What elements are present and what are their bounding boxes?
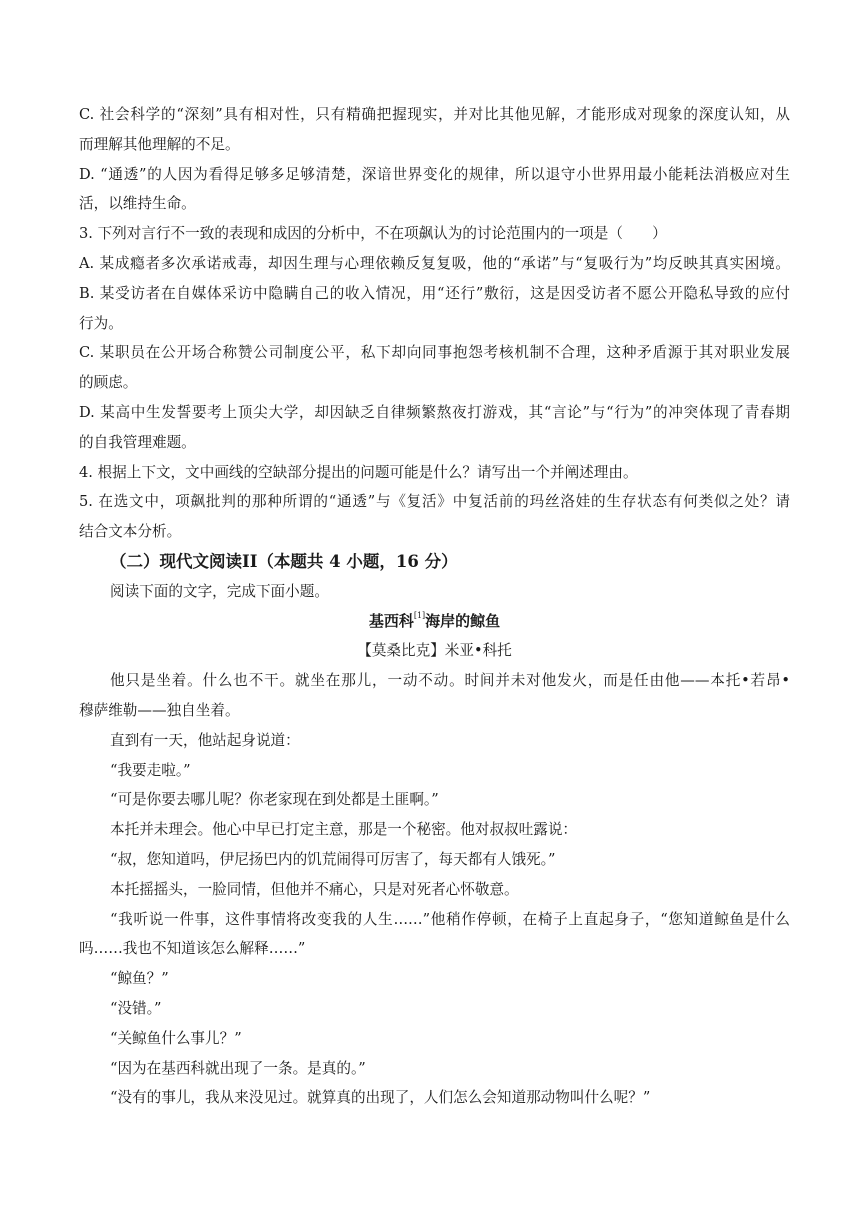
story-paragraph: 本托摇摇头，一脸同情，但他并不痛心，只是对死者心怀敬意。: [110, 880, 519, 898]
story-title-part1: 基西科: [368, 611, 414, 630]
story-dialogue: “我听说一件事，这件事情将改变我的人生……”他稍作停顿，在椅子上直起身子，“您知道鲸鱼是什么: [110, 910, 790, 928]
option-d-line: D. “通透”的人因为看得足够多足够清楚，深谙世界变化的规律，所以退守小世界用最小能耗法消极应对生: [79, 165, 790, 183]
q3-option-d: 的自我管理难题。: [79, 433, 196, 451]
instruction: 阅读下面的文字，完成下面小题。: [110, 582, 329, 600]
story-dialogue: “可是你要去哪儿呢？你老家现在到处都是土匪啊。”: [110, 791, 439, 809]
q3-option-c: 的顾虑。: [79, 374, 138, 392]
option-c-line: 而理解其他理解的不足。: [79, 135, 240, 153]
story-dialogue: “我要走啦。”: [110, 761, 191, 779]
q3-option-c: C. 某职员在公开场合称赞公司制度公平，私下却向同事抱怨考核机制不合理，这种矛盾源于其对职业发展: [79, 344, 790, 362]
story-dialogue: “鲸鱼？”: [110, 970, 169, 988]
question-4: 4. 根据上下文，文中画线的空缺部分提出的问题可能是什么？请写出一个并阐述理由。: [79, 463, 638, 481]
question-3: 3. 下列对言行不一致的表现和成因的分析中，不在项飙认为的讨论范围内的一项是（ ）: [79, 225, 667, 243]
option-c-line: C. 社会科学的“深刻”具有相对性，只有精确把握现实，并对比其他见解，才能形成对现象的深度认知，从: [79, 106, 790, 123]
story-dialogue: “因为在基西科就出现了一条。是真的。”: [110, 1059, 366, 1077]
story-dialogue: “关鲸鱼什么事儿？”: [110, 1029, 242, 1047]
q3-option-d: D. 某高中生发誓要考上顶尖大学，却因缺乏自律频繁熬夜打游戏，其“言论”与“行为”的冲突体现了青春期: [79, 403, 790, 421]
footnote-marker: [1]: [413, 610, 426, 620]
story-dialogue: “没错。”: [110, 999, 162, 1017]
q3-option-b: B. 某受访者在自媒体采访中隐瞒自己的收入情况，用“还行”敷衍，这是因受访者不愿公开隐私导致的应付: [79, 284, 790, 302]
story-dialogue: 吗……我也不知道该怎么解释……”: [79, 940, 306, 958]
story-paragraph: 穆萨维勒——独自坐着。: [79, 701, 240, 719]
story-paragraph: 直到有一天，他站起身说道：: [110, 731, 300, 749]
story-title-part2: 海岸的鲸鱼: [425, 611, 501, 630]
option-d-line: 活，以维持生命。: [79, 195, 196, 213]
q3-option-a: A. 某成瘾者多次承诺戒毒，却因生理与心理依赖反复复吸，他的“承诺”与“复吸行为”均反映其真实困境。: [79, 254, 790, 272]
q3-option-b: 行为。: [79, 314, 123, 332]
section-heading: （二）现代文阅读II（本题共 4 小题，16 分）: [110, 551, 458, 571]
document-page: [79, 100, 790, 1113]
story-dialogue: “没有的事儿，我从来没见过。就算真的出现了，人们怎么会知道那动物叫什么呢？”: [110, 1089, 651, 1107]
story-dialogue: “叔，您知道吗，伊尼扬巴内的饥荒闹得可厉害了，每天都有人饿死。”: [110, 850, 556, 868]
story-author: 【莫桑比克】米亚•科托: [357, 642, 512, 660]
story-title: [79, 607, 790, 637]
story-paragraph: 本托并未理会。他心中早已打定主意，那是一个秘密。他对叔叔吐露说：: [110, 821, 578, 839]
story-paragraph: 他只是坐着。什么也不干。就坐在那儿，一动不动。时间并未对他发火，而是任由他——本托•若昂•: [110, 672, 790, 690]
question-5: 5. 在选文中，项飙批判的那种所谓的“通透”与《复活》中复活前的玛丝洛娃的生存状态有何类似之处？请: [79, 493, 790, 511]
question-5: 结合文本分析。: [79, 523, 182, 541]
